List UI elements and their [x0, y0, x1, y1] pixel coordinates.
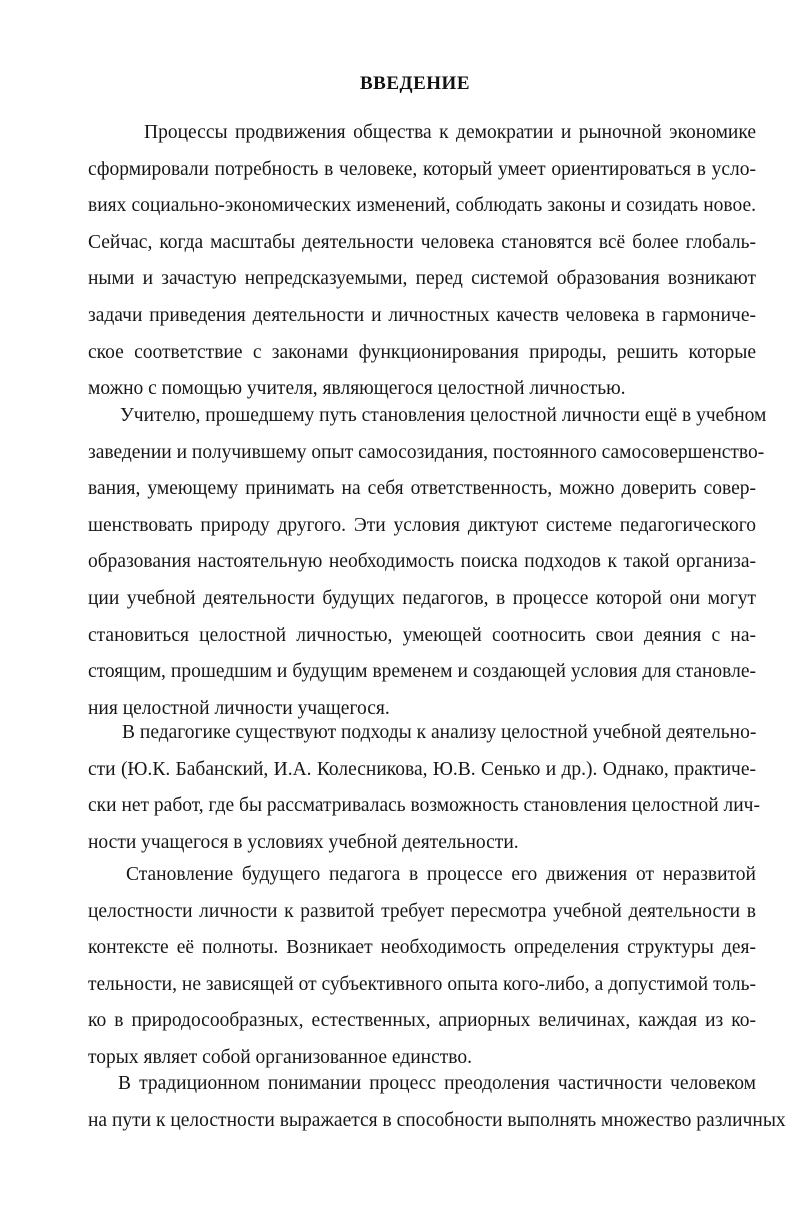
- paragraph-line: задачи приведения деятельности и личностных качеств человека в гармониче-: [88, 304, 756, 326]
- paragraph-line: В традиционном понимании процесс преодоления частичности человеком: [118, 1073, 756, 1094]
- paragraph-line: ными и зачастую непредсказуемыми, перед системой образования возникают: [88, 268, 756, 290]
- paragraph-line: ко в природосообразных, естественных, априорных величинах, каждая из ко-: [88, 1010, 756, 1032]
- paragraph-line: контексте её полноты. Возникает необходимость определения структуры дея-: [88, 937, 756, 959]
- paragraph-line: образования настоятельную необходимость поиска подходов к такой организа-: [88, 551, 756, 573]
- paragraph-line: ния целостной личности учащегося.: [88, 697, 390, 719]
- paragraph-line: на пути к целостности выражается в способности выполнять множество различных: [88, 1109, 786, 1131]
- paragraph-5: [88, 1066, 786, 1139]
- paragraph-line: становиться целостной личностью, умеющей соотносить свои деяния с на-: [88, 624, 756, 646]
- paragraph-line: сти (Ю.К. Бабанский, И.А. Колесникова, Ю.В. Сенько и др.). Однако, практиче-: [88, 758, 756, 780]
- paragraph-line: сформировали потребность в человеке, который умеет ориентироваться в усло-: [88, 158, 756, 180]
- paragraph-line: Учителю, прошедшему путь становления целостной личности ещё в учебном: [120, 405, 767, 426]
- paragraph-line: В педагогике существуют подходы к анализу целостной учебной деятельно-: [122, 722, 757, 743]
- paragraph-4: [88, 857, 756, 1077]
- paragraph-line: стоящим, прошедшим и будущим временем и создающей условия для становле-: [88, 661, 756, 683]
- paragraph-line: Сейчас, когда масштабы деятельности человека становятся всё более глобаль-: [88, 231, 756, 253]
- paragraph-2: [88, 398, 767, 727]
- page-title: ВВЕДЕНИЕ: [360, 73, 470, 94]
- paragraph-1: [88, 115, 756, 408]
- paragraph-line: вания, умеющему принимать на себя ответственность, можно доверить совер-: [88, 478, 756, 500]
- paragraph-line: виях социально-экономических изменений, соблюдать законы и созидать новое.: [88, 195, 756, 217]
- paragraph-line: можно с помощью учителя, являющегося целостной личностью.: [88, 378, 626, 400]
- paragraph-line: Становление будущего педагога в процессе его движения от неразвитой: [126, 864, 756, 885]
- paragraph-line: ции учебной деятельности будущих педагогов, в процессе которой они могут: [88, 587, 756, 609]
- paragraph-line: шенствовать природу другого. Эти условия диктуют системе педагогического: [88, 514, 756, 536]
- paragraph-line: тельности, не зависящей от субъективного опыта кого-либо, а допустимой толь-: [88, 973, 756, 995]
- paragraph-line: Процессы продвижения общества к демократии и рыночной экономике: [144, 122, 756, 143]
- paragraph-line: ски нет работ, где бы рассматривалась возможность становления целостной лич-: [88, 795, 760, 817]
- paragraph-line: ское соответствие с законами функционирования природы, решить которые: [88, 341, 756, 363]
- paragraph-line: целостности личности к развитой требует пересмотра учебной деятельности в: [88, 900, 756, 922]
- paragraph-3: [88, 715, 760, 861]
- paragraph-line: торых являет собой организованное единство.: [88, 1046, 472, 1068]
- paragraph-line: ности учащегося в условиях учебной деятельности.: [88, 831, 519, 853]
- paragraph-line: заведении и получившему опыт самосозидания, постоянного самосовершенство-: [88, 441, 765, 463]
